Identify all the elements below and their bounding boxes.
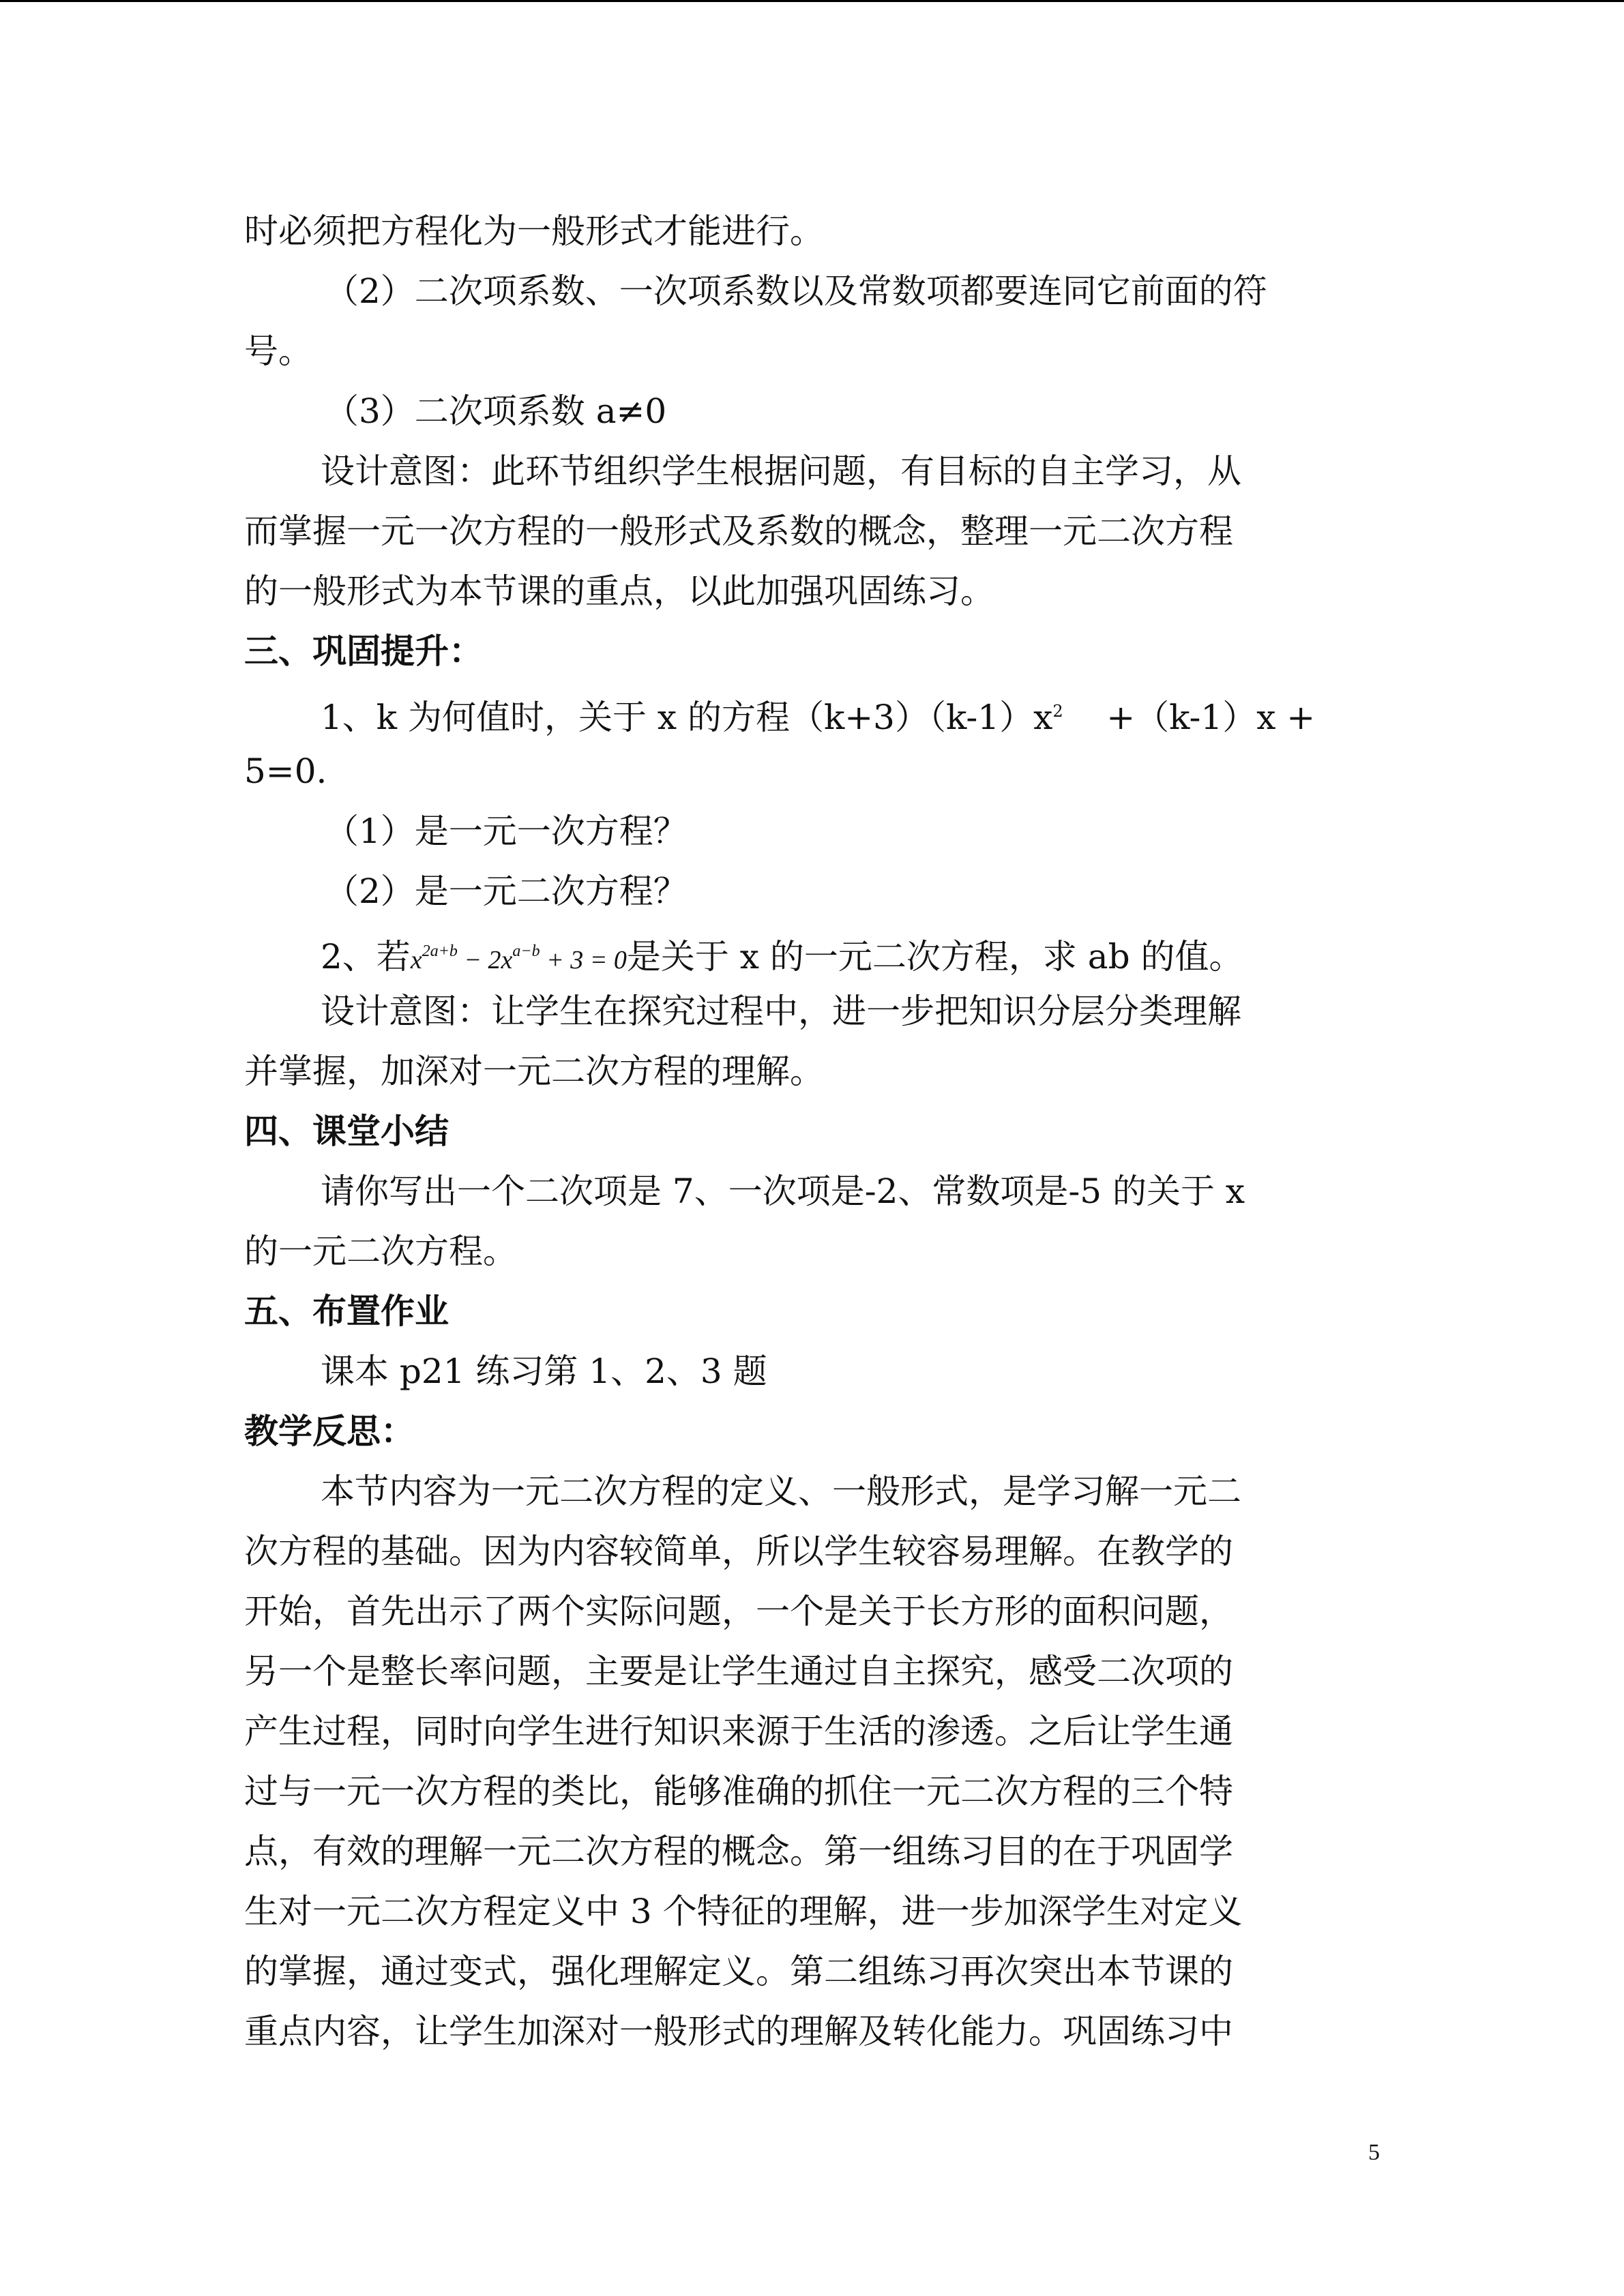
text-line: 时必须把方程化为一般形式才能进行。 [244, 211, 824, 251]
question-1-text: 1、k 为何值时，关于 x 的方程（k+3）（k-1）x [321, 698, 1053, 737]
text-line: 重点内容，让学生加深对一般形式的理解及转化能力。巩固练习中 [244, 2012, 1233, 2051]
text-line: 的掌握，通过变式，强化理解定义。第二组练习再次突出本节课的 [244, 1952, 1233, 1991]
text-line: 设计意图：让学生在探究过程中，进一步把知识分层分类理解 [321, 992, 1241, 1031]
question-2-prefix: 2、若 [321, 937, 411, 976]
text-line: 而掌握一元一次方程的一般形式及系数的概念，整理一元二次方程 [244, 511, 1233, 551]
text-line: 另一个是整长率问题，主要是让学生通过自主探究，感受二次项的 [244, 1652, 1233, 1691]
equation-end: + 3 = 0 [546, 946, 627, 974]
text-line: 次方程的基础。因为内容较简单，所以学生较容易理解。在教学的 [244, 1532, 1233, 1571]
equation-x: x [410, 946, 422, 974]
section-heading: 四、课堂小结 [244, 1112, 449, 1151]
exponent: 2 [1052, 702, 1063, 721]
text-line: 产生过程，同时向学生进行知识来源于生活的渗透。之后让学生通 [244, 1712, 1233, 1751]
text-line: （3）二次项系数 a≠0 [325, 391, 667, 431]
equation-mid: − 2x [464, 946, 513, 974]
section-heading: 三、巩固提升： [244, 631, 483, 671]
text-line: 点，有效的理解一元二次方程的概念。第一组练习目的在于巩固学 [244, 1832, 1233, 1871]
text-line: （2）是一元二次方程？ [325, 871, 688, 911]
text-line: 并掌握，加深对一元二次方程的理解。 [244, 1052, 824, 1091]
text-line: 生对一元二次方程定义中 3 个特征的理解，进一步加深学生对定义 [244, 1892, 1243, 1931]
page-number: 5 [1368, 2140, 1380, 2165]
text-line: 的一般形式为本节课的重点，以此加强巩固练习。 [244, 571, 994, 611]
text-line: 请你写出一个二次项是 7、一次项是-2、常数项是-5 的关于 x [321, 1172, 1245, 1211]
text-line: 5=0. [244, 751, 327, 791]
text-line: 本节内容为一元二次方程的定义、一般形式，是学习解一元二 [321, 1472, 1241, 1511]
question-2-suffix: 是关于 x 的一元二次方程，求 ab 的值。 [626, 937, 1243, 976]
section-heading: 五、布置作业 [244, 1292, 449, 1331]
equation [410, 942, 627, 974]
text-line: 的一元二次方程。 [244, 1232, 517, 1271]
text-line: 开始，首先出示了两个实际问题，一个是关于长方形的面积问题， [244, 1592, 1233, 1631]
question-2 [244, 921, 1376, 981]
text-line: 过与一元一次方程的类比，能够准确的抓住一元二次方程的三个特 [244, 1772, 1233, 1811]
equation-exponent-1: 2a+b [422, 942, 458, 960]
text-line: 号。 [244, 331, 312, 371]
page-content [244, 201, 1376, 2061]
text-line: 设计意图：此环节组织学生根据问题，有目标的自主学习，从 [321, 451, 1241, 491]
equation-exponent-2: a−b [512, 942, 540, 960]
text-line: （1）是一元一次方程？ [325, 811, 688, 851]
question-1 [244, 681, 1376, 741]
text-line: 课本 p21 练习第 1、2、3 题 [321, 1352, 767, 1391]
text-line: （2）二次项系数、一次项系数以及常数项都要连同它前面的符 [325, 271, 1267, 311]
section-heading: 教学反思： [244, 1412, 415, 1451]
question-1-tail: +（k-1）x + [1106, 698, 1316, 737]
